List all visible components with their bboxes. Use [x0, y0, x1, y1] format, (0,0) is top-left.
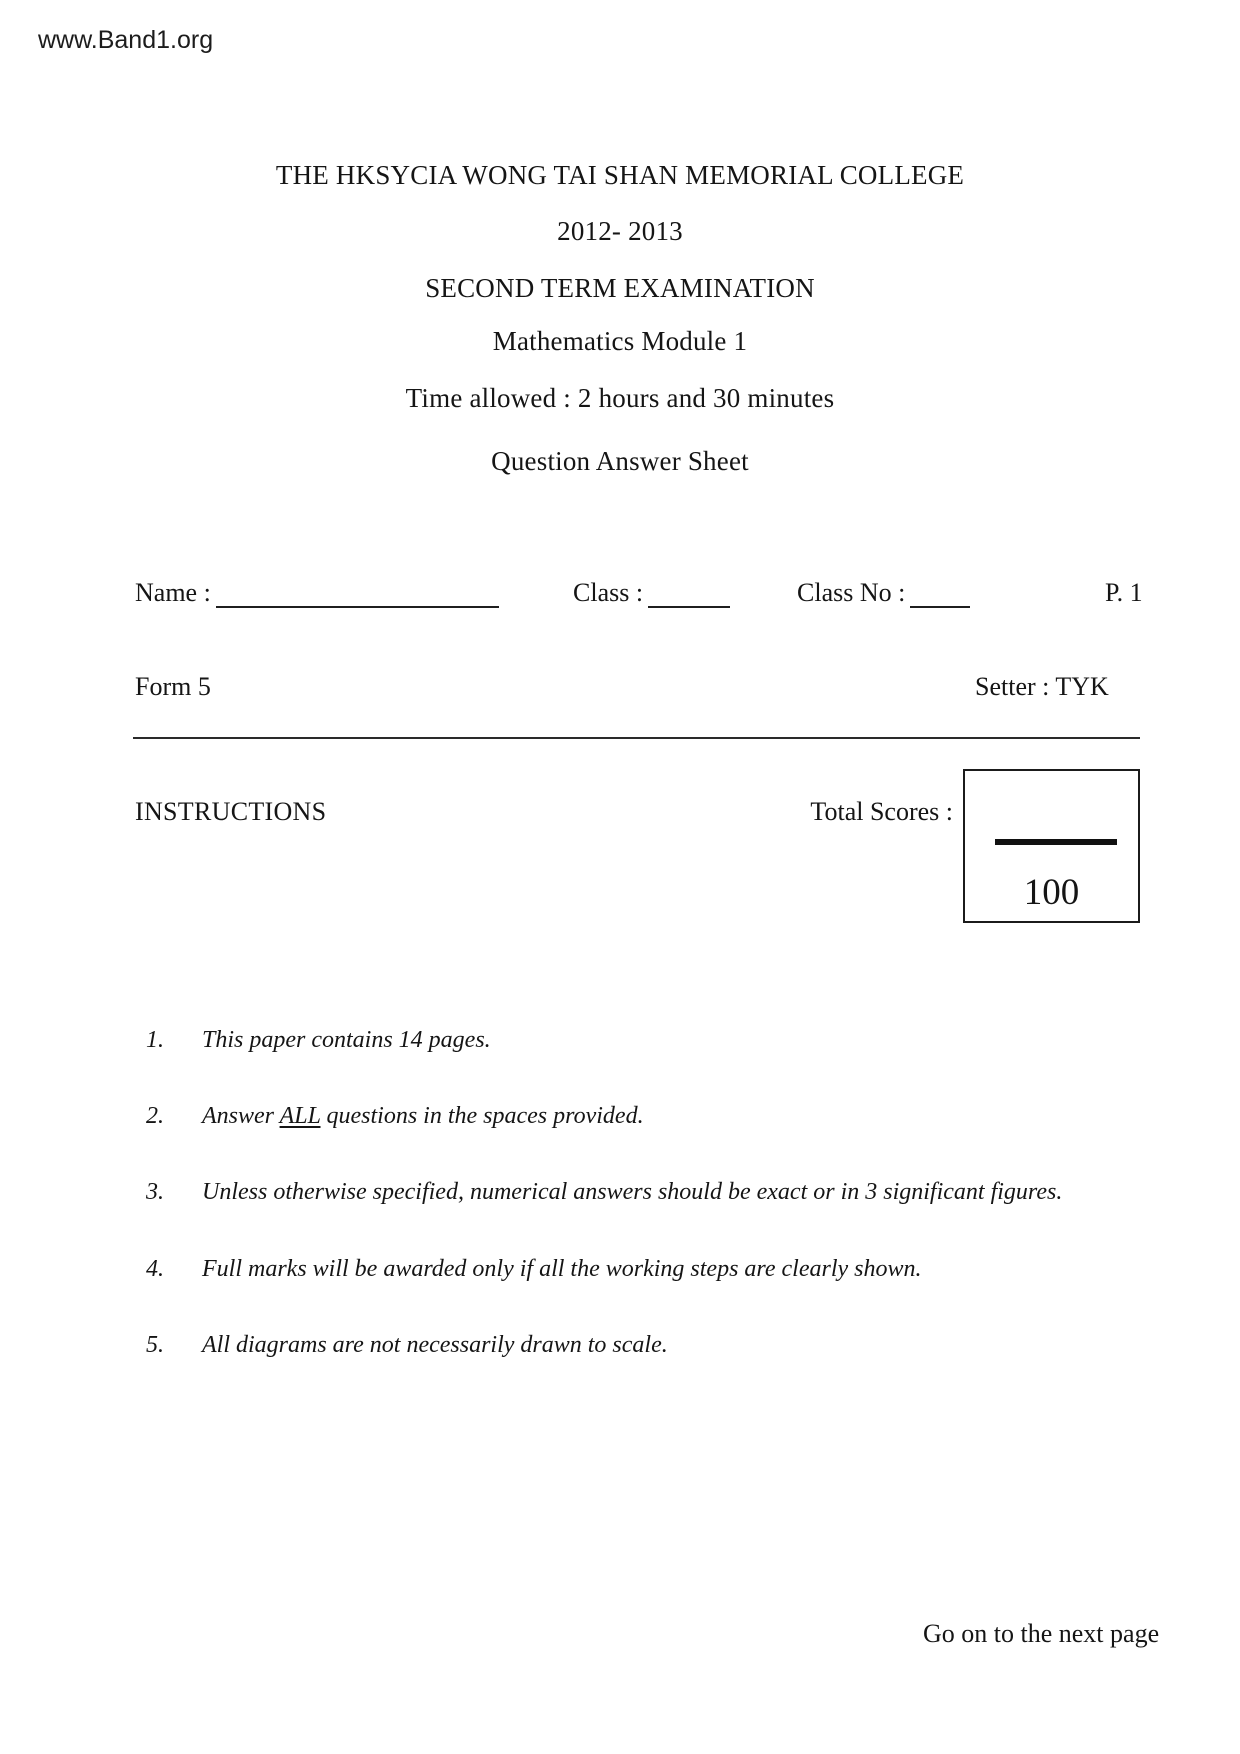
instruction-item	[146, 1256, 922, 1283]
class-field-group	[573, 578, 730, 608]
instruction-item	[146, 1027, 491, 1054]
instruction-number: 2.	[146, 1103, 164, 1129]
name-field-group	[135, 578, 499, 608]
college-title: THE HKSYCIA WONG TAI SHAN MEMORIAL COLLEGE	[275, 160, 965, 190]
time-allowed: Time allowed : 2 hours and 30 minutes	[405, 383, 835, 413]
instruction-text: All diagrams are not necessarily drawn to scale.	[202, 1332, 668, 1358]
instruction-number: 5.	[146, 1332, 164, 1358]
class-no-field-group	[797, 578, 970, 608]
class-blank-line	[648, 582, 730, 608]
setter-label: Setter : TYK	[975, 672, 1109, 701]
site-watermark: www.Band1.org	[38, 26, 214, 54]
instruction-item	[146, 1332, 668, 1359]
instructions-heading: INSTRUCTIONS	[135, 797, 327, 826]
page-number: P. 1	[1105, 578, 1143, 607]
instruction-number: 3.	[146, 1179, 164, 1205]
class-no-label: Class No :	[797, 578, 906, 607]
class-label: Class :	[573, 578, 644, 607]
form-label: Form 5	[135, 672, 211, 701]
section-divider	[133, 737, 1140, 739]
instruction-text-underlined: ALL	[279, 1103, 321, 1129]
exam-title: SECOND TERM EXAMINATION	[425, 273, 815, 303]
total-scores-label: Total Scores :	[810, 797, 953, 826]
instruction-number: 1.	[146, 1027, 164, 1053]
instruction-text: questions in the spaces provided.	[320, 1103, 644, 1129]
score-max-value: 100	[1023, 872, 1080, 913]
instruction-text: This paper contains 14 pages.	[202, 1027, 491, 1053]
subject-title: Mathematics Module 1	[492, 326, 748, 356]
instruction-text: Unless otherwise specified, numerical answers should be exact or in 3 significant figures.	[202, 1179, 1063, 1205]
name-blank-line	[216, 582, 499, 608]
go-next-page-note: Go on to the next page	[923, 1619, 1160, 1648]
total-score-box	[963, 769, 1140, 923]
score-blank-line	[995, 839, 1117, 845]
name-label: Name :	[135, 578, 211, 607]
instruction-number: 4.	[146, 1256, 164, 1282]
instruction-text: Full marks will be awarded only if all the working steps are clearly shown.	[202, 1256, 922, 1282]
class-no-blank-line	[910, 582, 970, 608]
sheet-title: Question Answer Sheet	[491, 446, 749, 476]
school-years: 2012- 2013	[557, 216, 683, 246]
instruction-item	[146, 1103, 644, 1130]
instruction-text: Answer	[202, 1103, 280, 1129]
instruction-item	[146, 1179, 1062, 1206]
